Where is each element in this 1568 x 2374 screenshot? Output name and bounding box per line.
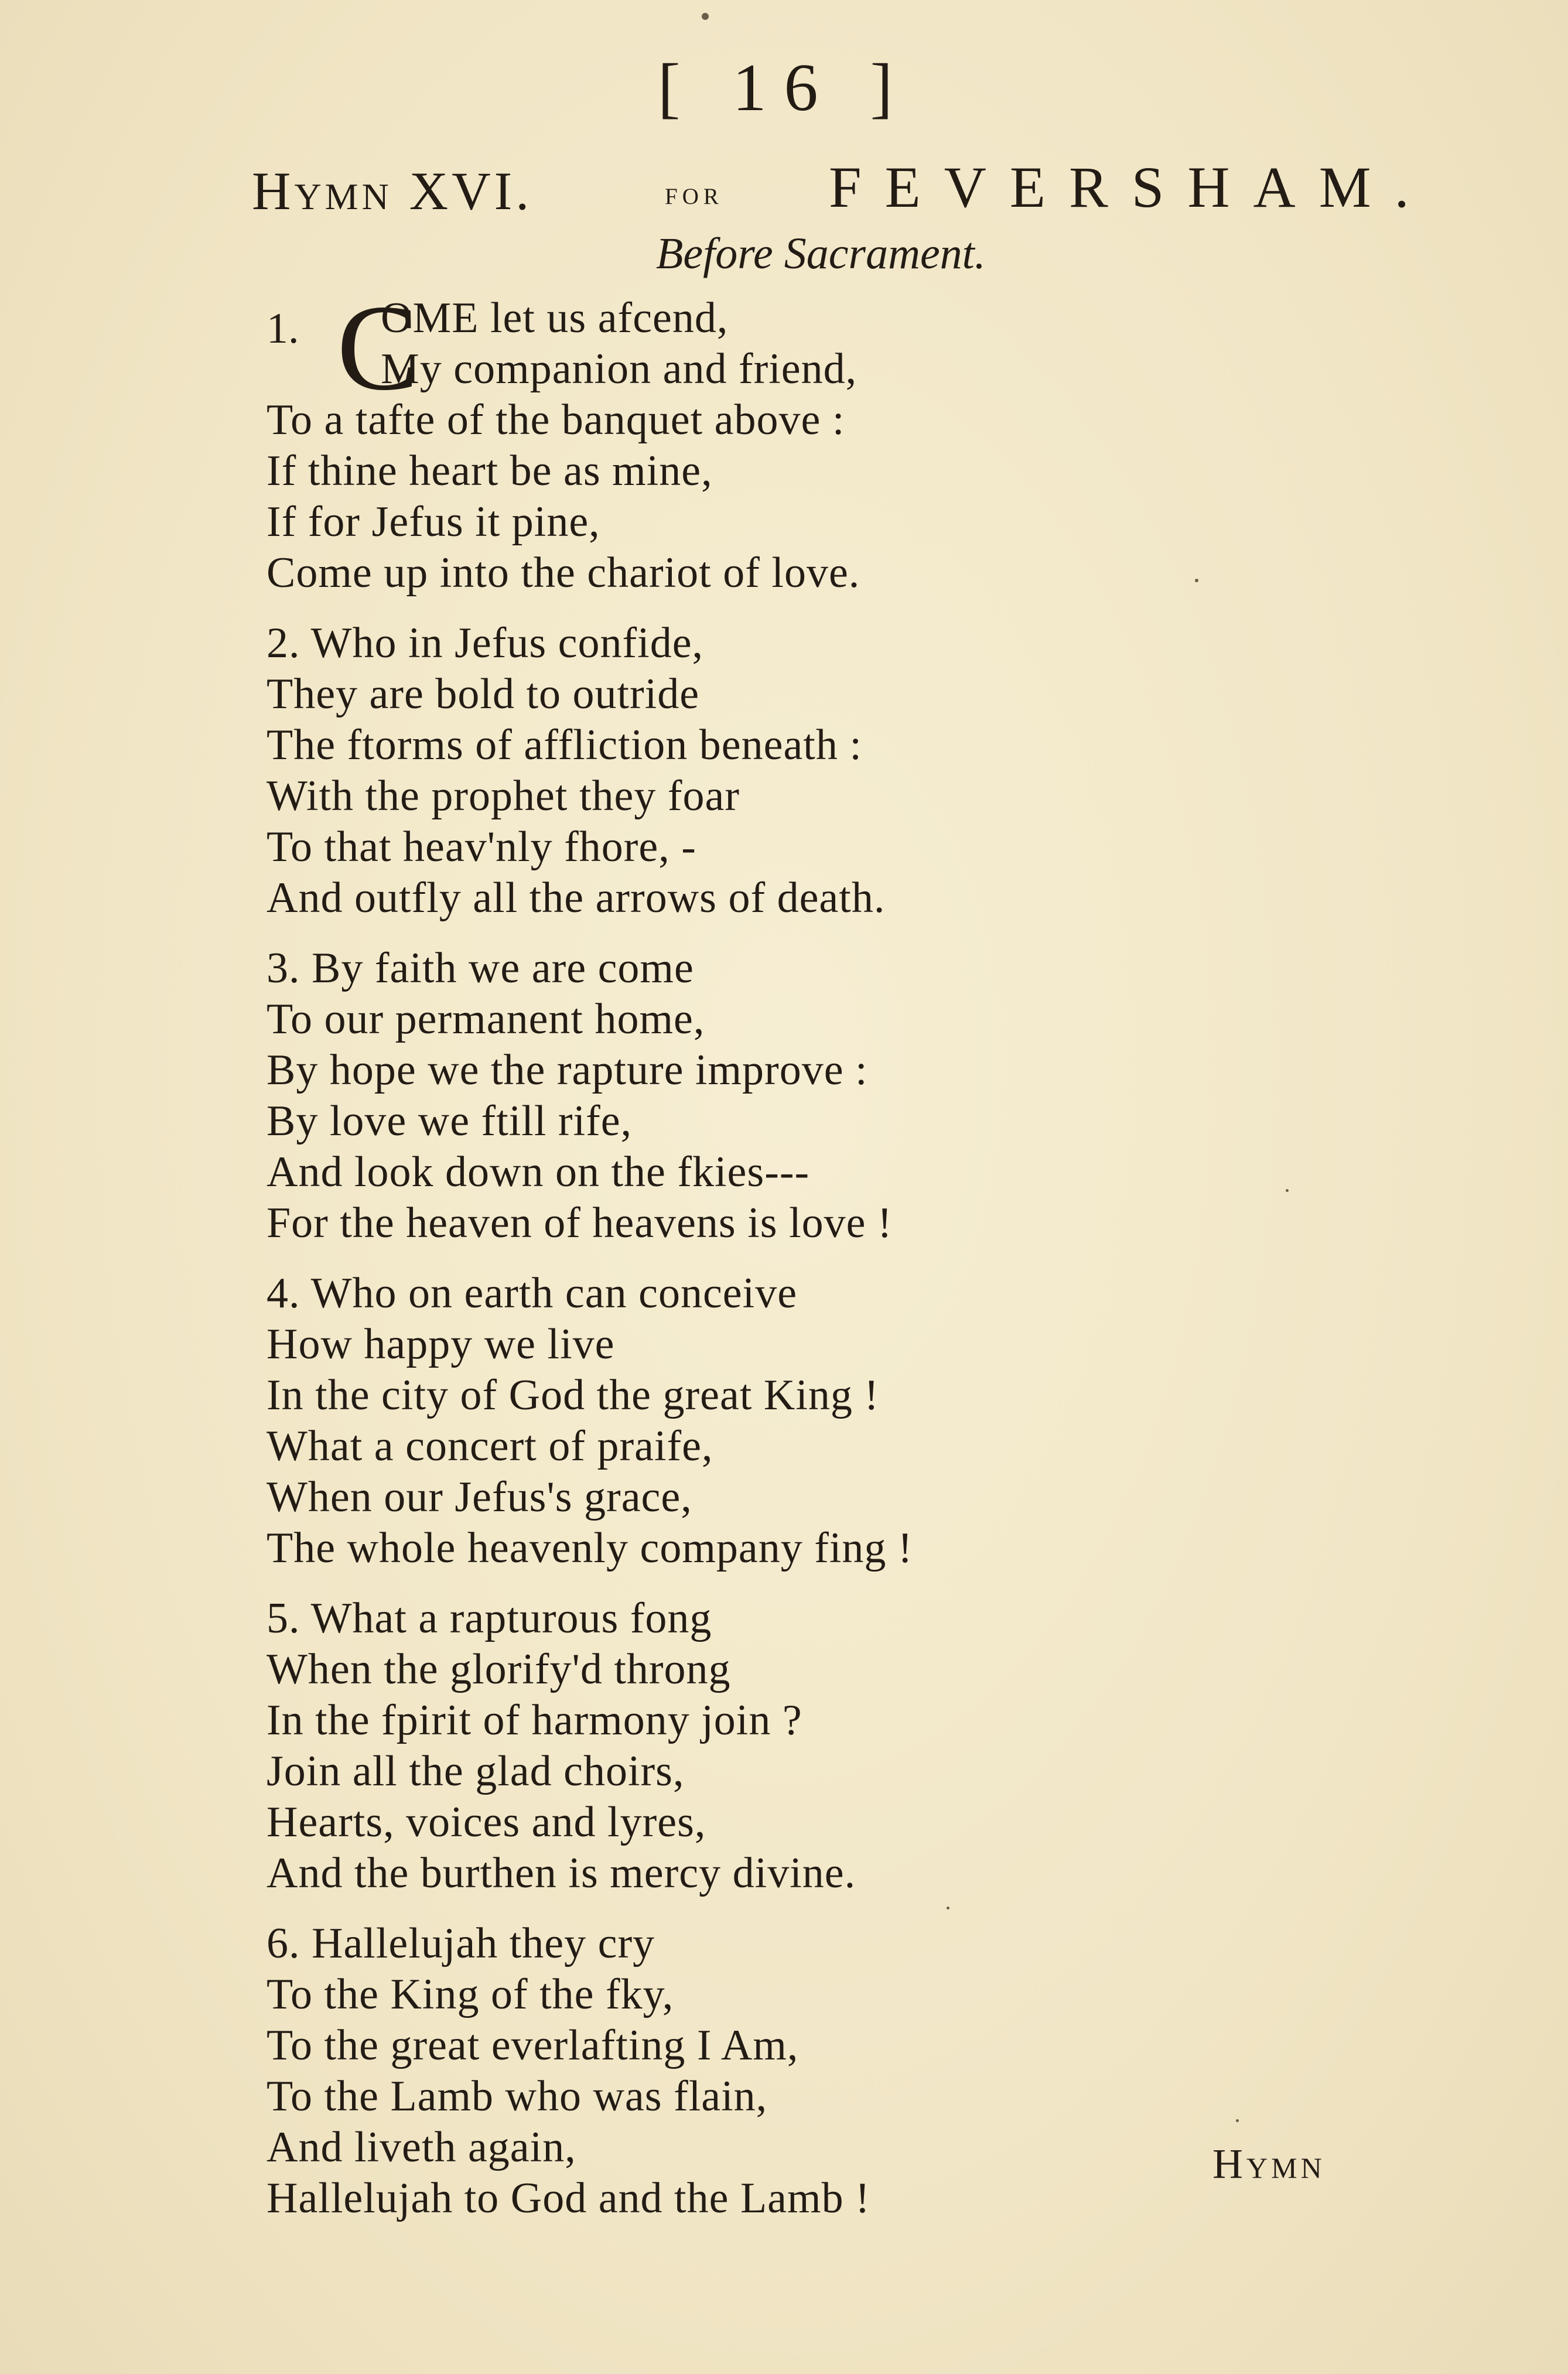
- verse-line-text: Hallelujah they cry: [312, 1919, 655, 1967]
- verse-line: In the fpirit of harmony join ?: [267, 1696, 802, 1744]
- verse-line: To the Lamb who was flain,: [267, 2072, 768, 2120]
- verse-line: And look down on the fkies---: [267, 1148, 810, 1196]
- stanza-5: [267, 1593, 1379, 1899]
- verse-line: OME let us afcend,: [381, 294, 729, 342]
- stanza-number: 4.: [267, 1269, 300, 1317]
- verse-line: [267, 618, 1379, 669]
- verse-line: For the heaven of heavens is love !: [267, 1199, 893, 1247]
- stanza-number: 3.: [267, 944, 300, 992]
- hymn-occasion: Before Sacrament.: [656, 229, 986, 278]
- hymn-header: [252, 155, 1433, 234]
- hymn-for-word: for: [665, 175, 723, 211]
- verse-line: [267, 943, 1379, 994]
- verse-line: When our Jefus's grace,: [267, 1473, 692, 1521]
- verse-line-text: Who on earth can conceive: [310, 1269, 798, 1317]
- hymn-tune-name: FEVERSHAM.: [829, 155, 1433, 220]
- verse-line: Join all the glad choirs,: [267, 1747, 685, 1795]
- verse-line: Hallelujah to God and the Lamb !: [267, 2174, 870, 2222]
- stanza-number: 6.: [267, 1919, 300, 1967]
- verse-line: In the city of God the great King !: [267, 1371, 880, 1419]
- stanza-3: [267, 943, 1379, 1249]
- verse-line: To our permanent home,: [267, 995, 705, 1043]
- verse-line-text: By faith we are come: [312, 944, 694, 992]
- verse-line: They are bold to outride: [267, 670, 700, 718]
- verse-line: What a concert of praife,: [267, 1422, 713, 1470]
- page-number: [ 16 ]: [657, 50, 911, 125]
- stanza-4: [267, 1268, 1379, 1574]
- stanza-number: 1.: [267, 305, 299, 353]
- verse-line: To that heav'nly fhore, -: [267, 823, 696, 871]
- verse-line: [267, 1918, 1379, 1969]
- verse-line: My companion and friend,: [381, 345, 858, 393]
- stanza-number: 2.: [267, 619, 300, 667]
- verse-line-text: Who in Jefus confide,: [310, 619, 704, 667]
- ink-speck: [702, 13, 709, 20]
- hymn-body: [267, 280, 1379, 2243]
- verse-line: If thine heart be as mine,: [267, 447, 713, 495]
- verse-line: To a tafte of the banquet above :: [267, 396, 845, 444]
- verse-line: To the great everlafting I Am,: [267, 2021, 799, 2069]
- verse-line: And outfly all the arrows of death.: [267, 874, 886, 922]
- stanza-number: 5.: [267, 1594, 300, 1642]
- verse-line: By hope we the rapture improve :: [267, 1046, 868, 1094]
- verse-line: To the King of the fky,: [267, 1970, 674, 2018]
- verse-line: [267, 1593, 1379, 1644]
- catchword: Hymn: [1212, 2140, 1326, 2187]
- verse-line: Hearts, voices and lyres,: [267, 1798, 706, 1846]
- stanza-2: [267, 618, 1379, 924]
- verse-line: When the glorify'd throng: [267, 1645, 731, 1693]
- verse-line: With the prophet they foar: [267, 772, 740, 820]
- verse-line: And the burthen is mercy divine.: [267, 1849, 856, 1897]
- stanza-1: [267, 280, 1379, 599]
- verse-line: And liveth again,: [267, 2123, 576, 2171]
- drop-cap: C: [337, 280, 419, 416]
- verse-line-text: What a rapturous fong: [310, 1594, 712, 1642]
- verse-line: By love we ftill rife,: [267, 1097, 633, 1145]
- hymn-title: Hymn XVI.: [252, 161, 533, 221]
- verse-line: How happy we live: [267, 1320, 615, 1368]
- verse-line: Come up into the chariot of love.: [267, 549, 860, 597]
- verse-line: The whole heavenly company fing !: [267, 1524, 913, 1572]
- verse-line: The ftorms of affliction beneath :: [267, 721, 862, 769]
- verse-line: [267, 1268, 1379, 1319]
- verse-line: If for Jefus it pine,: [267, 498, 600, 546]
